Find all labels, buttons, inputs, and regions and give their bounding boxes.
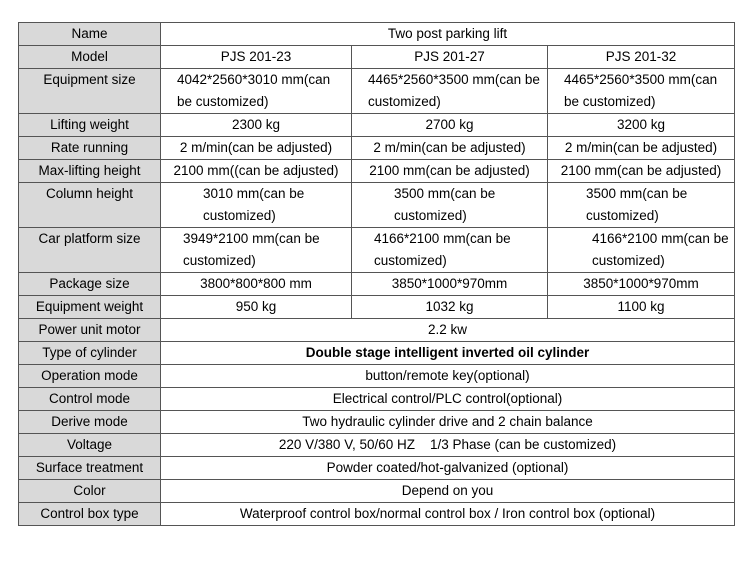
table-row [19,457,735,480]
spec-cell: Powder coated/hot-galvanized (optional) [161,457,735,480]
table-row [19,160,735,183]
spec-cell: 2.2 kw [161,319,735,342]
row-label: Voltage [19,434,161,457]
table-row [19,183,735,228]
model-cell: PJS 201-23 [161,46,352,69]
table-row [19,411,735,434]
row-label: Equipment weight [19,296,161,319]
spec-cell: 3500 mm(can be customized) [548,183,735,228]
table-row [19,228,735,273]
row-label: Package size [19,273,161,296]
row-label: Rate running [19,137,161,160]
spec-cell: 3949*2100 mm(can be customized) [161,228,352,273]
spec-cell: 2100 mm((can be adjusted) [161,160,352,183]
table-row [19,434,735,457]
spec-cell: button/remote key(optional) [161,365,735,388]
spec-cell: 2700 kg [352,114,548,137]
spec-cell: 2300 kg [161,114,352,137]
table-row [19,388,735,411]
model-cell: PJS 201-32 [548,46,735,69]
spec-cell: 4465*2560*3500 mm(can be customized) [352,69,548,114]
spec-cell: 4166*2100 mm(can be customized) [352,228,548,273]
table-row [19,365,735,388]
table-row [19,114,735,137]
table-row-name [19,23,735,46]
spec-cell: 2 m/min(can be adjusted) [161,137,352,160]
table-row [19,342,735,365]
row-label: Operation mode [19,365,161,388]
spec-cell: 4166*2100 mm(can be customized) [548,228,735,273]
spec-cell: 2100 mm(can be adjusted) [548,160,735,183]
spec-cell: 2 m/min(can be adjusted) [548,137,735,160]
model-cell: PJS 201-27 [352,46,548,69]
table-row [19,319,735,342]
row-label: Control box type [19,503,161,526]
row-label: Surface treatment [19,457,161,480]
row-label: Equipment size [19,69,161,114]
row-label: Power unit motor [19,319,161,342]
table-row [19,137,735,160]
spec-cell: 3500 mm(can be customized) [352,183,548,228]
row-label: Name [19,23,161,46]
spec-cell: 950 kg [161,296,352,319]
spec-cell: 1100 kg [548,296,735,319]
spec-cell: 2100 mm(can be adjusted) [352,160,548,183]
spec-cell: Electrical control/PLC control(optional) [161,388,735,411]
spec-cell: 4042*2560*3010 mm(can be customized) [161,69,352,114]
row-label: Lifting weight [19,114,161,137]
row-label: Max-lifting height [19,160,161,183]
spec-cell: 220 V/380 V, 50/60 HZ 1/3 Phase (can be customized) [161,434,735,457]
row-label: Control mode [19,388,161,411]
spec-cell: 1032 kg [352,296,548,319]
spec-cell: 3800*800*800 mm [161,273,352,296]
row-label: Column height [19,183,161,228]
spec-cell: Double stage intelligent inverted oil cylinder [161,342,735,365]
spec-cell: 3850*1000*970mm [548,273,735,296]
spec-cell: Two hydraulic cylinder drive and 2 chain balance [161,411,735,434]
table-row [19,296,735,319]
spec-cell: 2 m/min(can be adjusted) [352,137,548,160]
spec-cell: Waterproof control box/normal control box / Iron control box (optional) [161,503,735,526]
row-label: Model [19,46,161,69]
row-label: Type of cylinder [19,342,161,365]
spec-table [18,22,735,526]
spec-cell: Depend on you [161,480,735,503]
row-label: Car platform size [19,228,161,273]
row-label: Derive mode [19,411,161,434]
product-name: Two post parking lift [161,23,735,46]
spec-cell: 3010 mm(can be customized) [161,183,352,228]
table-row [19,503,735,526]
spec-cell: 3200 kg [548,114,735,137]
table-row [19,273,735,296]
row-label: Color [19,480,161,503]
spec-cell: 4465*2560*3500 mm(can be customized) [548,69,735,114]
spec-cell: 3850*1000*970mm [352,273,548,296]
table-row-model [19,46,735,69]
table-row [19,69,735,114]
table-row [19,480,735,503]
